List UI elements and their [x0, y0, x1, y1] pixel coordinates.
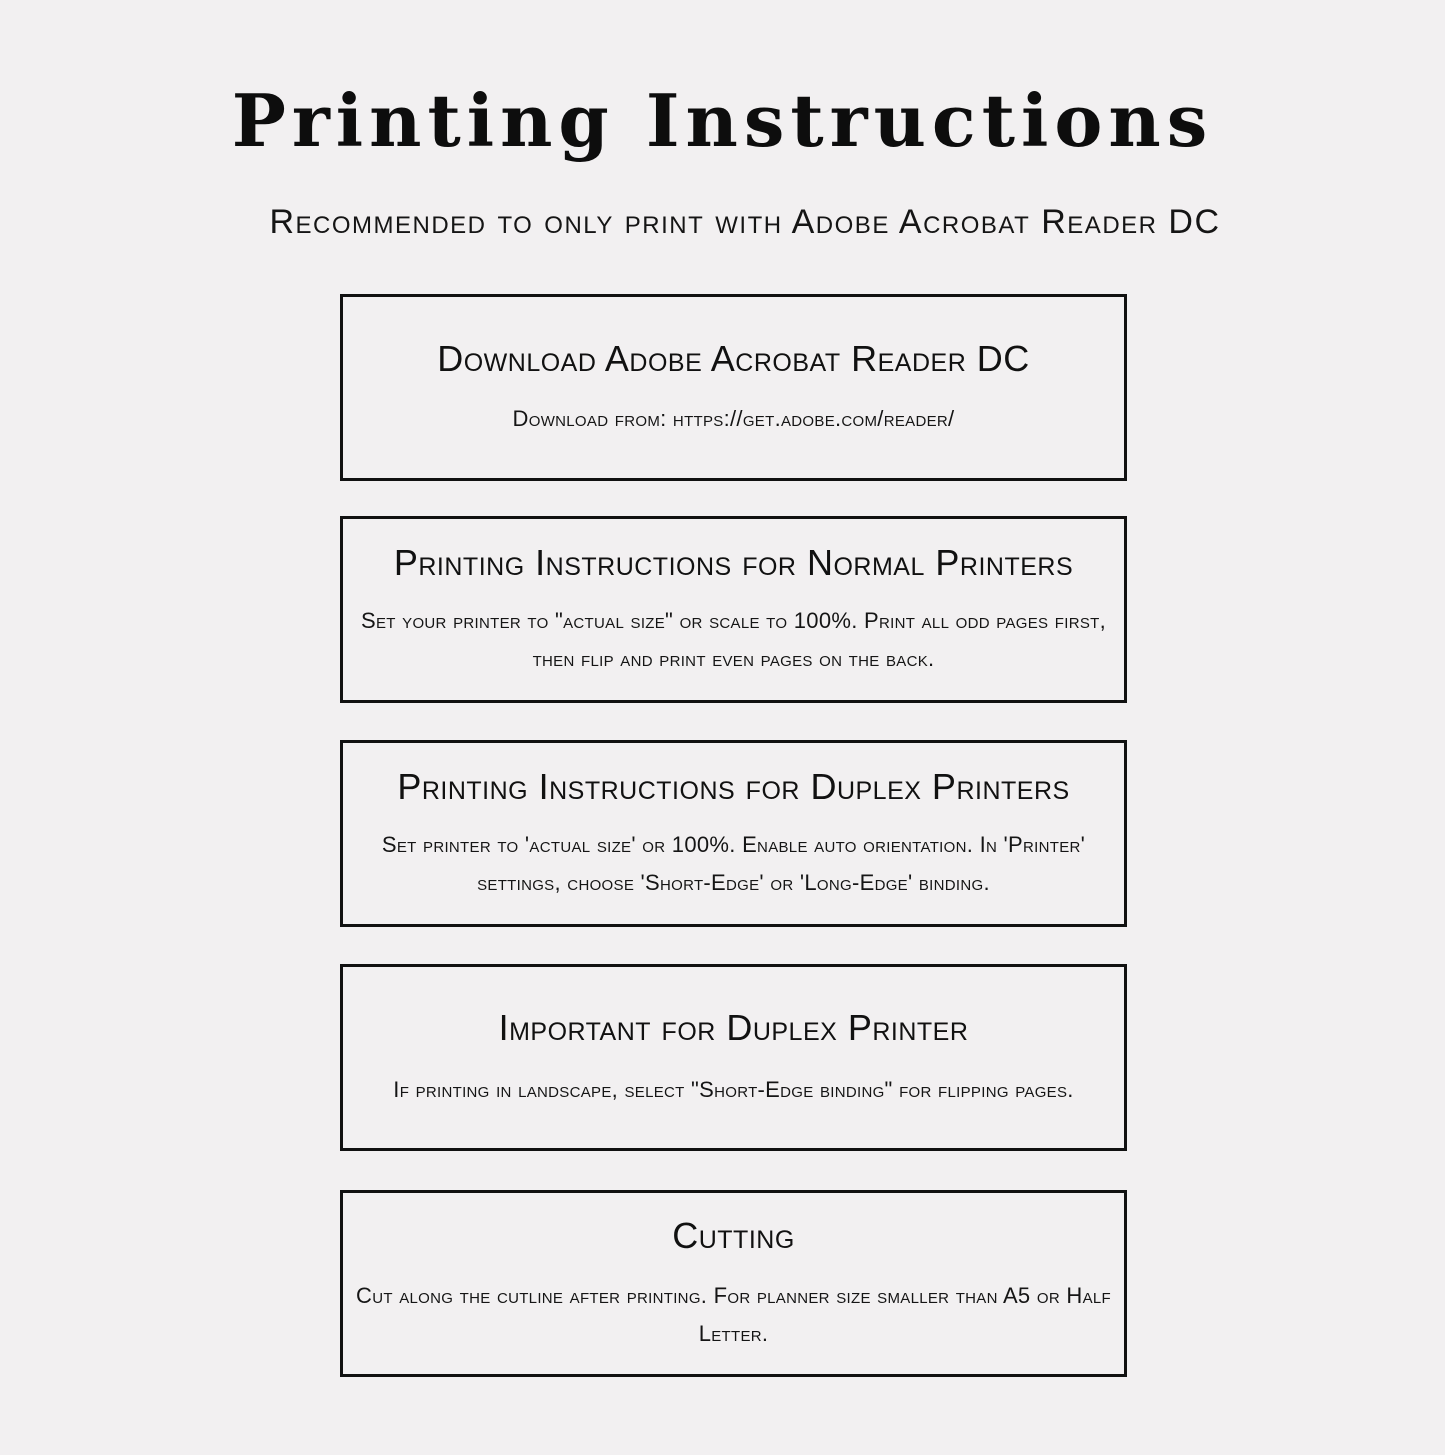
- duplex-printers-section: [340, 740, 1127, 927]
- section-body: Cut along the cutline after printing. For planner size smaller than A5 or Half Letter.: [356, 1283, 1111, 1347]
- duplex-important-section: [340, 964, 1127, 1151]
- page-title: Printing Instructions: [231, 78, 1214, 163]
- section-body: Set your printer to "actual size" or scale to 100%. Print all odd pages first, then flip and print even pages on the back.: [360, 608, 1107, 672]
- normal-printers-section: [340, 516, 1127, 703]
- section-heading: Printing Instructions for Normal Printers: [393, 541, 1074, 583]
- section-body: If printing in landscape, select "Short-Edge binding" for flipping pages.: [393, 1077, 1074, 1103]
- section-body: Set printer to 'actual size' or 100%. Enable auto orientation. In 'Printer' settings, choose 'Short-Edge' or 'Long-Edge' binding.: [381, 832, 1086, 896]
- section-heading: Cutting: [672, 1214, 795, 1256]
- section-heading: Download Adobe Acrobat Reader DC: [437, 337, 1030, 379]
- section-heading: Printing Instructions for Duplex Printers: [397, 765, 1070, 807]
- section-body: Download from: https://get.adobe.com/reader/: [512, 406, 955, 432]
- page-subtitle: Recommended to only print with Adobe Acrobat Reader DC: [269, 203, 1221, 241]
- cutting-section: [340, 1190, 1127, 1377]
- download-reader-section: [340, 294, 1127, 481]
- section-heading: Important for Duplex Printer: [498, 1006, 969, 1048]
